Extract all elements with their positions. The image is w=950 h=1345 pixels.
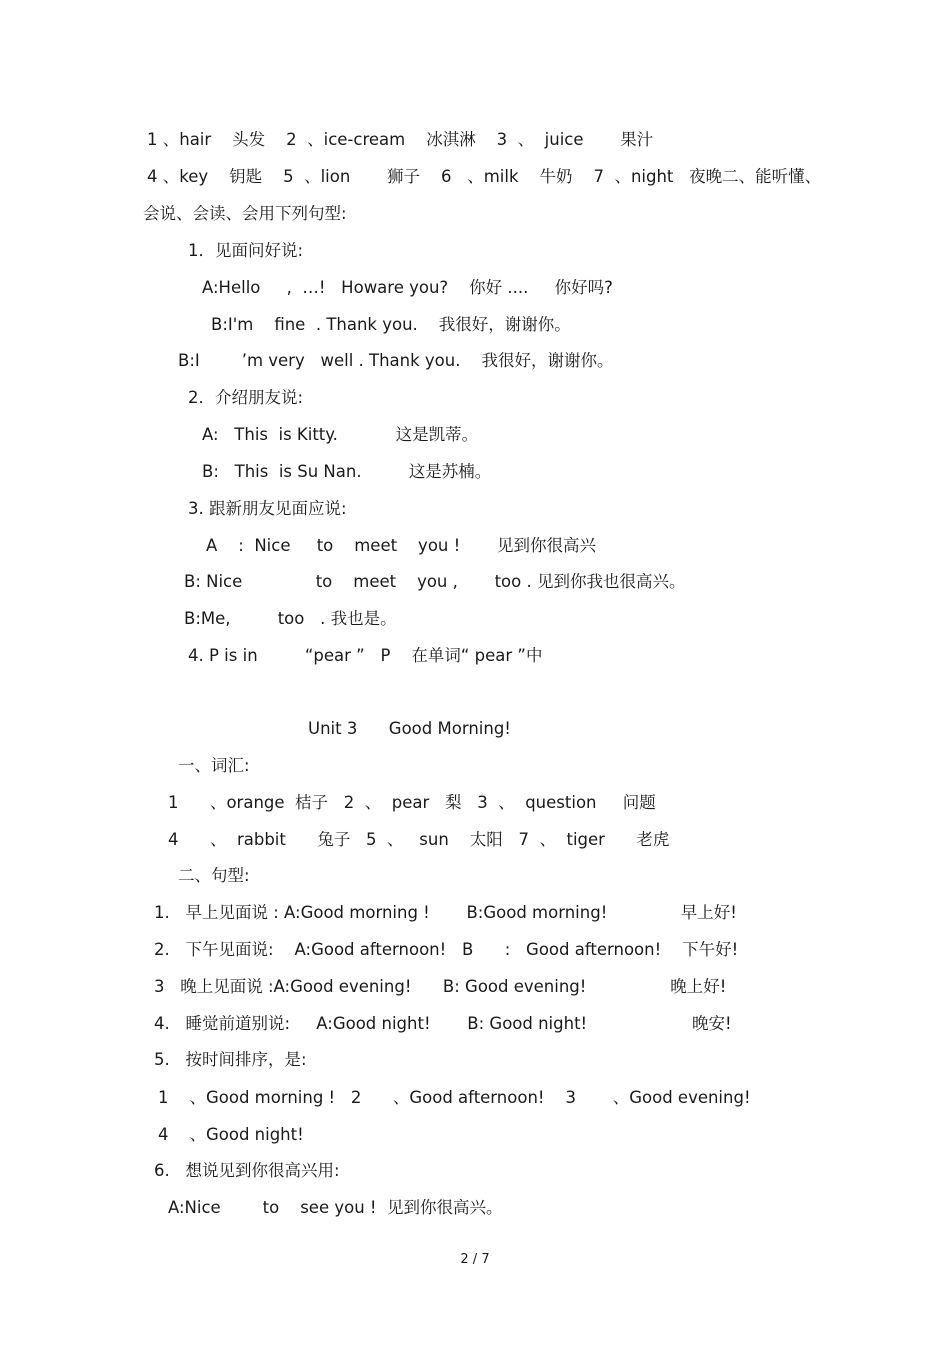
text-line: 1．见面问好说:	[188, 241, 304, 260]
text-line: A : Nice to meet you ! 见到你很高兴	[206, 536, 596, 555]
text-line: B:I ’m very well . Thank you. 我很好，谢谢你。	[178, 351, 614, 370]
text-line: 2．介绍朋友说:	[188, 388, 304, 407]
text-line: A:Nice to see you ! 见到你很高兴。	[168, 1198, 503, 1217]
section-heading: 一、词汇:	[178, 756, 250, 775]
unit-heading: Unit 3 Good Morning!	[308, 719, 511, 738]
text-line: 1 、orange 桔子 2 、 pear 梨 3 、 question 问题	[168, 793, 656, 812]
text-line: 2. 下午见面说: A:Good afternoon! B : Good afternoon! 下午好!	[154, 940, 739, 959]
text-line: 6. 想说见到你很高兴用:	[154, 1161, 340, 1180]
text-line: B:Me, too . 我也是。	[184, 609, 397, 628]
text-line: 1 、hair 头发 2 、ice-cream 冰淇淋 3 、 juice 果汁	[147, 130, 654, 149]
section-heading: 二、句型:	[178, 866, 250, 885]
text-line: 4 、key 钥匙 5 、lion 狮子 6 、milk 牛奶 7 、night 夜晚二、能听懂、	[147, 167, 822, 186]
text-line: 3 晚上见面说 :A:Good evening! B: Good evening! 晚上好!	[154, 977, 727, 996]
text-line: 1 、Good morning ! 2 、Good afternoon! 3 、Good evening!	[158, 1088, 751, 1107]
text-line: B: Nice to meet you , too . 见到你我也很高兴。	[184, 572, 686, 591]
text-line: 4. P is in “pear ” P 在单词“ pear ”中	[188, 646, 543, 665]
text-line: 4. 睡觉前道别说: A:Good night! B: Good night! 晚安!	[154, 1014, 732, 1033]
text-line: 1. 早上见面说 : A:Good morning ! B:Good morning! 早上好!	[154, 903, 737, 922]
text-line: 5. 按时间排序，是:	[154, 1050, 307, 1069]
text-line: B: This is Su Nan. 这是苏楠。	[202, 462, 492, 481]
text-line: 4 、 rabbit 兔子 5 、 sun 太阳 7 、 tiger 老虎	[168, 830, 670, 849]
text-line: A:Hello , …! Howare you? 你好 .... 你好吗?	[202, 278, 613, 297]
text-line: 3. 跟新朋友见面应说:	[188, 499, 347, 518]
text-line: A: This is Kitty. 这是凯蒂。	[202, 425, 479, 444]
page-number: 2 / 7	[460, 1252, 490, 1267]
text-line: 会说、会读、会用下列句型:	[143, 204, 347, 223]
text-line: B:I'm fine . Thank you. 我很好，谢谢你。	[211, 315, 571, 334]
text-line: 4 、Good night!	[158, 1125, 304, 1144]
